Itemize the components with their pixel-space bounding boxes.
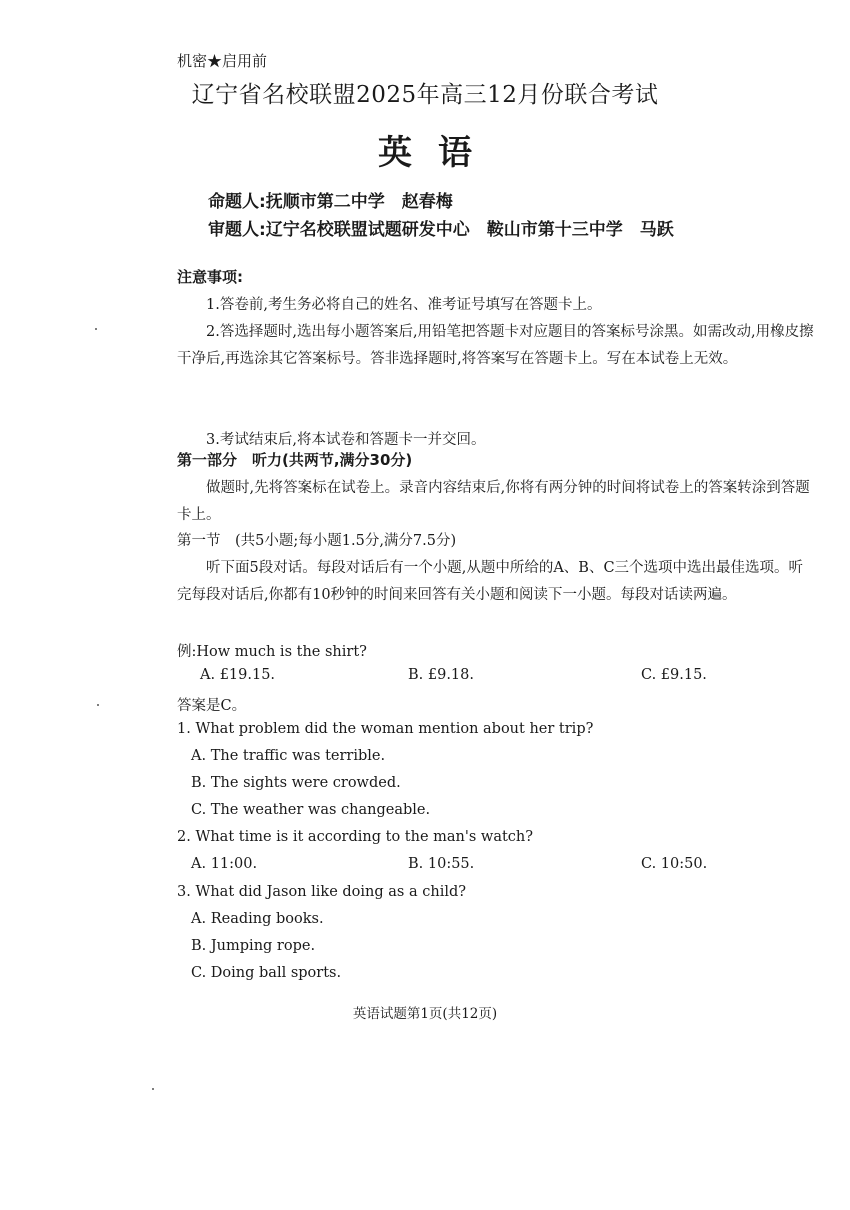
question-option: C. 10:50. — [641, 856, 708, 872]
section1-instructions: 听下面5段对话。每段对话后有一个小题,从题中所给的A、B、C三个选项中选出最佳选项。听完每段对话后,你都有10秒钟的时间来回答有关小题和阅读下一小题。每段对话读两遍。 — [177, 560, 804, 603]
question-option: C. The weather was changeable. — [191, 802, 431, 818]
question-option: B. The sights were crowded. — [191, 775, 401, 791]
example-question: 例:How much is the shirt? — [177, 644, 367, 660]
question-option: B. 10:55. — [408, 856, 475, 872]
example-option-b: B. £9.18. — [408, 667, 474, 683]
question-stem: 2. What time is it according to the man's watch? — [177, 829, 534, 845]
example-option-c: C. £9.15. — [641, 667, 707, 683]
example-answer: 答案是C。 — [177, 698, 247, 714]
secret-label: 机密★启用前 — [177, 52, 268, 70]
reviewer-line: 审题人:辽宁名校联盟试题研发中心 鞍山市第十三中学 马跃 — [208, 220, 674, 240]
subject-title: 英语 — [378, 133, 498, 173]
scan-speck — [97, 704, 99, 706]
scan-speck — [95, 328, 97, 330]
section1-title: 第一节 (共5小题;每小题1.5分,满分7.5分) — [177, 533, 457, 549]
question-option: B. Jumping rope. — [191, 938, 316, 954]
question-option: A. 11:00. — [191, 856, 258, 872]
question-option: C. Doing ball sports. — [191, 965, 342, 981]
question-option: A. The traffic was terrible. — [191, 748, 386, 764]
part1-title: 第一部分 听力(共两节,满分30分) — [177, 451, 413, 469]
part1-intro: 做题时,先将答案标在试卷上。录音内容结束后,你将有两分钟的时间将试卷上的答案转涂到答题卡上。 — [177, 480, 810, 523]
question-stem: 1. What problem did the woman mention about her trip? — [177, 721, 594, 737]
page-footer: 英语试题第1页(共12页) — [352, 1006, 498, 1022]
notice-title: 注意事项: — [177, 268, 243, 286]
question-stem: 3. What did Jason like doing as a child? — [177, 884, 467, 900]
scan-speck — [152, 1088, 154, 1090]
question-option: A. Reading books. — [191, 911, 324, 927]
notice-item: 2.答选择题时,选出每小题答案后,用铅笔把答题卡对应题目的答案标号涂黑。如需改动,用橡皮擦干净后,再选涂其它答案标号。答非选择题时,将答案写在答题卡上。写在本试卷上无效。 — [177, 324, 814, 367]
notice-item: 1.答卷前,考生务必将自己的姓名、准考证号填写在答题卡上。 — [206, 297, 602, 313]
notice-item: 3.考试结束后,将本试卷和答题卡一并交回。 — [206, 432, 486, 448]
exam-title: 辽宁省名校联盟2025年高三12月份联合考试 — [191, 82, 659, 108]
example-option-a: A. £19.15. — [200, 667, 276, 683]
author-line: 命题人:抚顺市第二中学 赵春梅 — [208, 192, 453, 212]
